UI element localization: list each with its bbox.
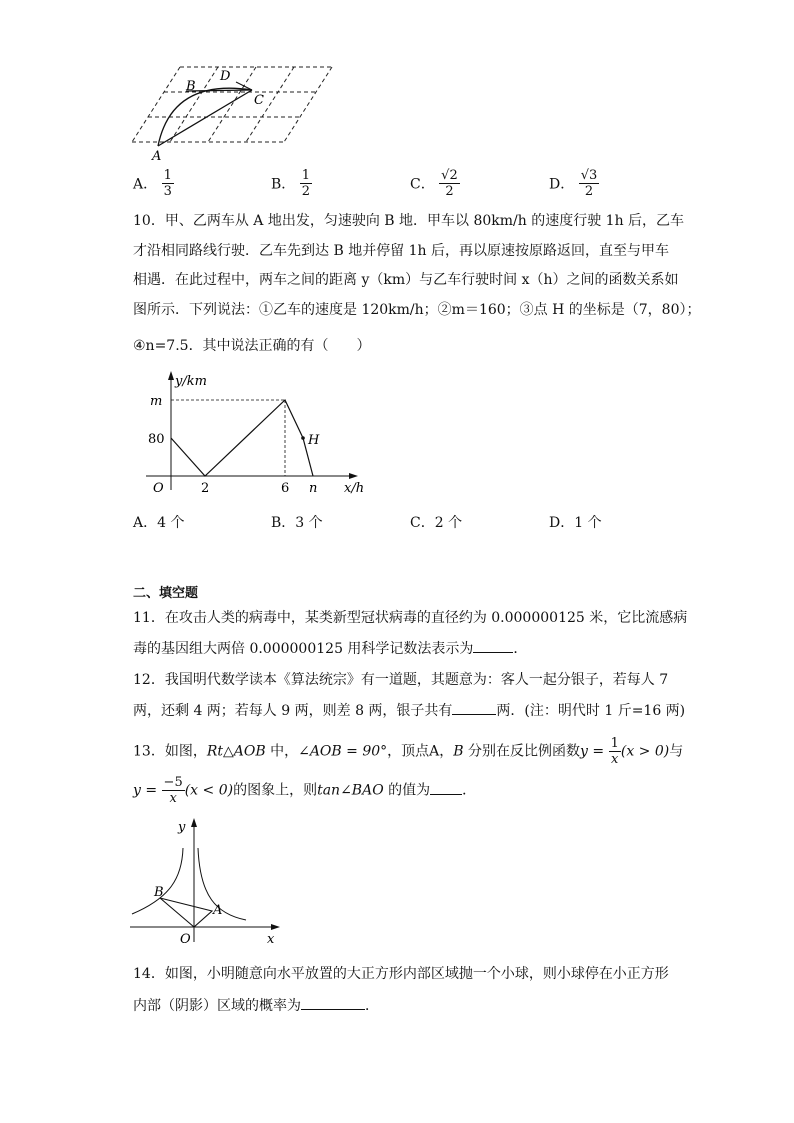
label-2: 2 [201, 481, 210, 496]
fraction: $\frac{-5}{x}$ [163, 775, 183, 806]
y-axis-arrow [168, 371, 174, 380]
q11-line-2: 毒的基因组大两倍 0.000000125 用科学记数法表示为 ． [133, 638, 527, 659]
fraction: $\frac{1}{x}$ [610, 736, 619, 767]
label-80: 80 [148, 432, 165, 447]
grid-arc-figure [128, 60, 348, 162]
q9-option-b: B． $\frac{1}{2}$ [271, 168, 311, 199]
label-m: m [150, 394, 163, 409]
y-axis-label: y/km [175, 374, 207, 389]
graph-line [171, 400, 313, 476]
chord-bc [186, 90, 252, 91]
q10-option-b: B．3 个 [271, 515, 323, 531]
q10-option-c: C．2 个 [410, 515, 463, 531]
label-a: A [152, 149, 162, 162]
label-h: H [308, 433, 320, 448]
q10-line-3: 相遇．在此过程中，两车之间的距离 y（km）与乙车行驶时间 x（h）之间的函数关系如 [133, 272, 679, 288]
answer-blank [452, 700, 496, 715]
q13-line-2: y = $\frac{-5}{x}$ (x < 0)的图象上，则tan∠BAO 的值为 ． [133, 775, 477, 806]
fraction: $\frac{1}{2}$ [301, 168, 311, 199]
q10-line-2: 才沿相同路线行驶．乙车先到达 B 地并停留 1h 后，再以原速按原路返回，直至与甲车 [133, 243, 670, 259]
answer-blank [301, 995, 365, 1010]
x-axis-arrow [349, 473, 358, 479]
label-c: C [254, 93, 264, 108]
q14-line-2: 内部（阴影）区域的概率为 ． [133, 995, 379, 1016]
q13-line-1: 13．如图，Rt△AOB 中，∠AOB = 90°，顶点A，B 分别在反比例函数y = $\frac{1}{x}$ (x > 0)与 [133, 736, 684, 767]
answer-blank [430, 780, 462, 795]
fraction: $\frac{√2}{2}$ [441, 168, 458, 199]
q9-option-a: A． $\frac{1}{3}$ [133, 168, 172, 199]
q10-line-5: ④n=7.5．其中说法正确的有（ ） [133, 338, 371, 354]
answer-blank [473, 638, 513, 653]
q10-line-1: 10．甲、乙两车从 A 地出发，匀速驶向 B 地．甲车以 80km/h 的速度行驶 1h 后，乙车 [133, 213, 685, 229]
point-h [301, 436, 305, 440]
curve-negative [132, 848, 183, 914]
x-axis-arrow [271, 924, 280, 930]
label-b: B [154, 885, 164, 900]
label-6: 6 [281, 481, 290, 496]
label-o: O [180, 932, 191, 947]
distance-time-graph [140, 368, 380, 498]
label-y: y [178, 820, 186, 835]
q10-option-a: A．4 个 [133, 515, 185, 531]
q14-line-1: 14．如图，小明随意向水平放置的大正方形内部区域抛一个小球，则小球停在小正方形 [133, 966, 669, 982]
x-axis-label: x/h [344, 481, 365, 496]
section-heading: 二、填空题 [133, 586, 199, 601]
label-n: n [309, 481, 318, 496]
fraction: $\frac{1}{3}$ [163, 168, 172, 199]
q9-option-c: C． $\frac{√2}{2}$ [410, 168, 458, 199]
y-axis-arrow [191, 818, 197, 827]
inverse-function-figure [126, 814, 286, 948]
chord-ac [158, 90, 252, 146]
label-b: B [186, 79, 196, 94]
q12-line-2: 两，还剩 4 两；若每人 9 两，则差 8 两，银子共有 两．(注：明代时 1 斤=16 两) [133, 700, 685, 721]
q10-line-4: 图所示．下列说法：①乙车的速度是 120km/h；②m＝160；③点 H 的坐标是（7，80）； [133, 302, 701, 318]
q12-line-1: 12．我国明代数学读本《算法统宗》有一道题，其题意为：客人一起分银子，若每人 7 [133, 672, 669, 688]
q9-option-d: D． $\frac{√3}{2}$ [549, 168, 598, 199]
fraction: $\frac{√3}{2}$ [580, 168, 598, 199]
label-origin: O [153, 481, 164, 496]
label-d: D [220, 69, 231, 84]
triangle-aob [160, 898, 212, 927]
label-x: x [267, 932, 275, 947]
q11-line-1: 11．在攻击人类的病毒中，某类新型冠状病毒的直径约为 0.000000125 米，它比流感病 [133, 610, 688, 626]
q10-option-d: D．1 个 [549, 515, 602, 531]
label-a: A [213, 903, 223, 918]
